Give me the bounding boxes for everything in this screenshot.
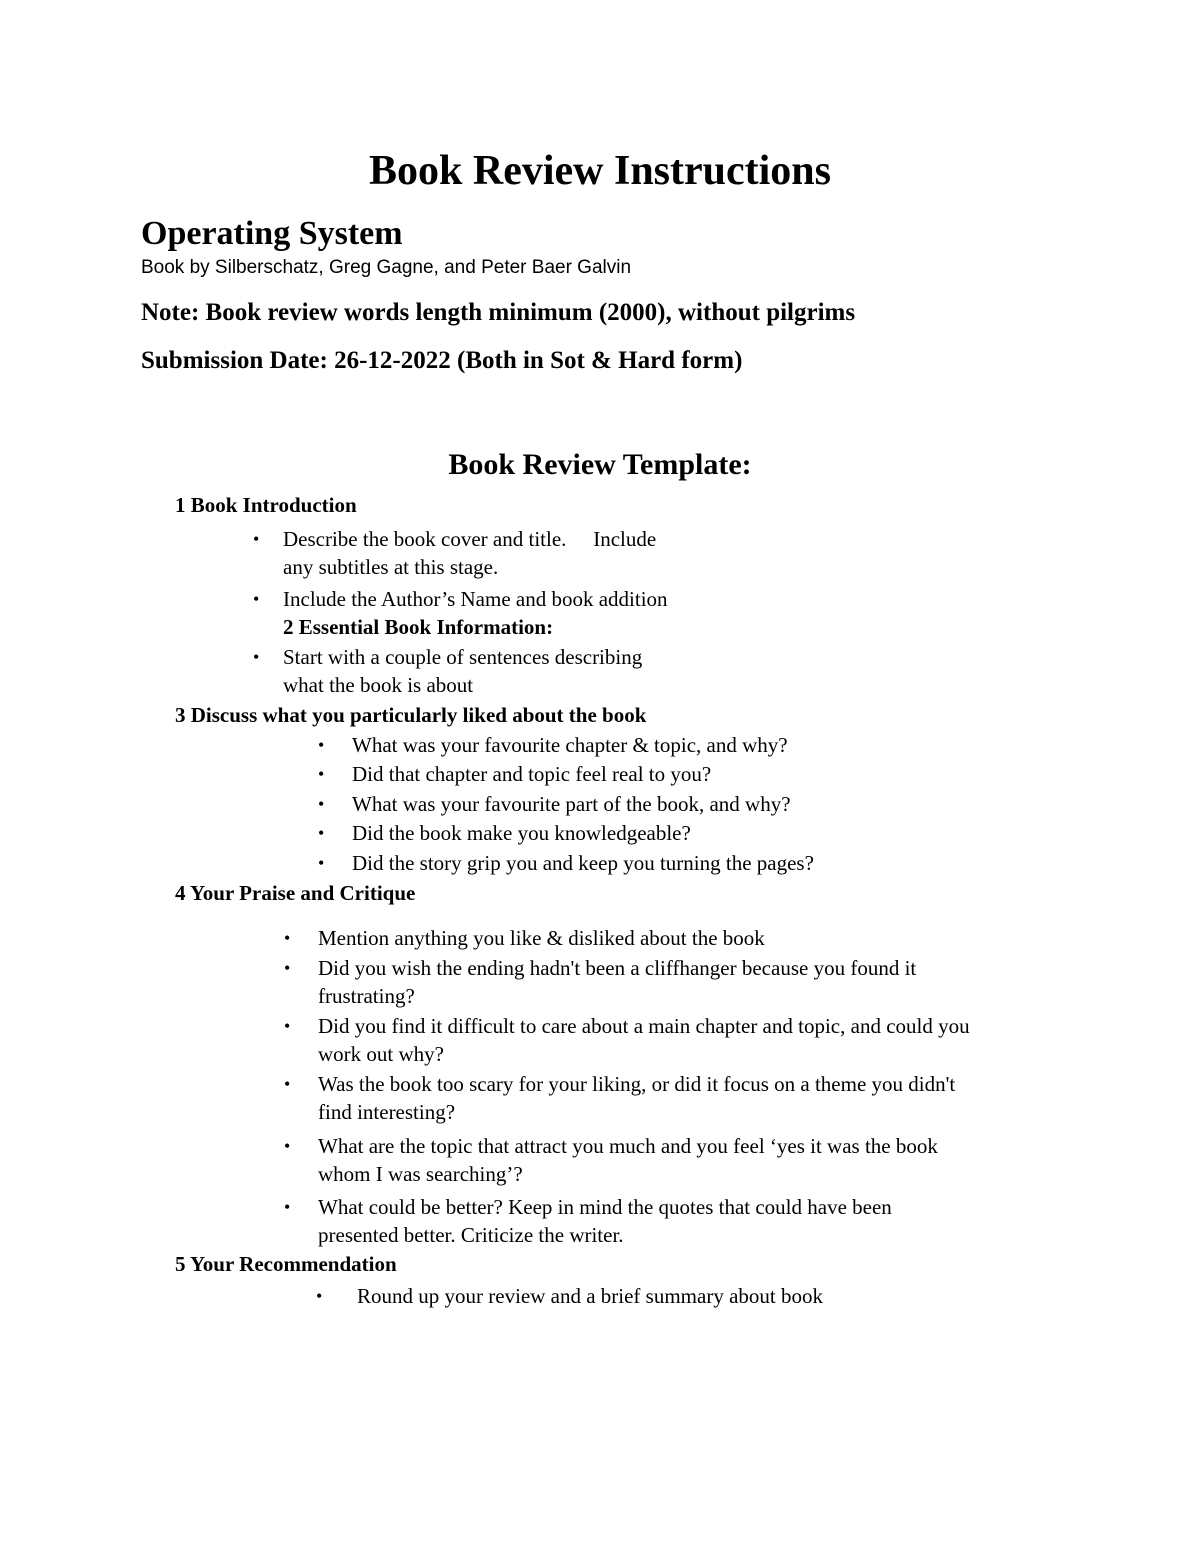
course-subject: Operating System [141, 215, 403, 252]
bullet-icon: • [318, 853, 325, 873]
list-item [284, 1193, 892, 1249]
bullet-icon: • [316, 1286, 323, 1306]
list-item-line: whom I was searching’? [318, 1162, 523, 1186]
list-item-line: Did the story grip you and keep you turning the pages? [352, 851, 814, 875]
list-item [318, 790, 791, 818]
list-item-line: work out why? [318, 1042, 444, 1066]
bullet-icon: • [284, 1136, 291, 1156]
list-item [253, 585, 668, 613]
list-item [318, 731, 788, 759]
bullet-icon: • [284, 1016, 291, 1036]
bullet-icon: • [253, 589, 260, 609]
list-item-line: presented better. Criticize the writer. [318, 1223, 624, 1247]
word-length-note: Note: Book review words length minimum (2000), without pilgrims [141, 299, 856, 326]
section-heading-recommendation: 5 Your Recommendation [175, 1252, 397, 1276]
submission-date: Submission Date: 26-12-2022 (Both in Sot & Hard form) [141, 347, 743, 374]
template-heading: Book Review Template: [448, 448, 752, 481]
bullet-icon: • [284, 1197, 291, 1217]
list-item-line: What was your favourite part of the book, and why? [352, 792, 791, 816]
list-item-line: Was the book too scary for your liking, or did it focus on a theme you didn't [318, 1072, 956, 1096]
list-item-line: Did that chapter and topic feel real to you? [352, 762, 712, 786]
list-item [284, 1132, 938, 1188]
list-item-line: Did the book make you knowledgeable? [352, 821, 691, 845]
section-heading-praise-and-critique: 4 Your Praise and Critique [175, 881, 416, 905]
bullet-icon: • [318, 764, 325, 784]
list-item [253, 525, 656, 581]
section-heading-liked-about-book: 3 Discuss what you particularly liked about the book [175, 703, 647, 727]
bullet-icon: • [284, 958, 291, 978]
list-item [318, 819, 691, 847]
list-item-line: frustrating? [318, 984, 415, 1008]
list-item-line: Did you find it difficult to care about a main chapter and topic, and could you [318, 1014, 970, 1038]
bullet-icon: • [318, 823, 325, 843]
bullet-icon: • [253, 529, 260, 549]
list-item-line: what the book is about [283, 673, 474, 697]
list-item [284, 1012, 970, 1068]
list-item [318, 849, 814, 877]
list-item-line: Mention anything you like & disliked about the book [318, 926, 765, 950]
list-item [284, 954, 917, 1010]
list-item-line: Start with a couple of sentences describing [283, 645, 643, 669]
bullet-icon: • [318, 735, 325, 755]
list-item-line: find interesting? [318, 1100, 456, 1124]
bullet-icon: • [253, 647, 260, 667]
list-item-line: What was your favourite chapter & topic, and why? [352, 733, 788, 757]
list-item [318, 760, 712, 788]
bullet-icon: • [284, 928, 291, 948]
section-heading-book-introduction: 1 Book Introduction [175, 493, 357, 517]
list-item-line: What are the topic that attract you much and you feel ‘yes it was the book [318, 1134, 938, 1158]
list-item-line: Round up your review and a brief summary about book [357, 1284, 823, 1308]
list-item-line: What could be better? Keep in mind the quotes that could have been [318, 1195, 892, 1219]
bullet-icon: • [318, 794, 325, 814]
list-item [284, 924, 765, 952]
list-item-line: Include the Author’s Name and book addition [283, 587, 668, 611]
list-item [316, 1282, 823, 1310]
list-item [284, 1070, 956, 1126]
list-item [253, 643, 643, 699]
list-item-line: any subtitles at this stage. [283, 555, 499, 579]
bullet-icon: • [284, 1074, 291, 1094]
document-title: Book Review Instructions [368, 148, 832, 194]
list-item-line: Describe the book cover and title. Include [283, 527, 635, 551]
list-item-line: Did you wish the ending hadn't been a cliffhanger because you found it [318, 956, 917, 980]
book-byline: Book by Silberschatz, Greg Gagne, and Peter Baer Galvin [141, 257, 632, 278]
section-heading-essential-book-information: 2 Essential Book Information: [283, 615, 554, 639]
